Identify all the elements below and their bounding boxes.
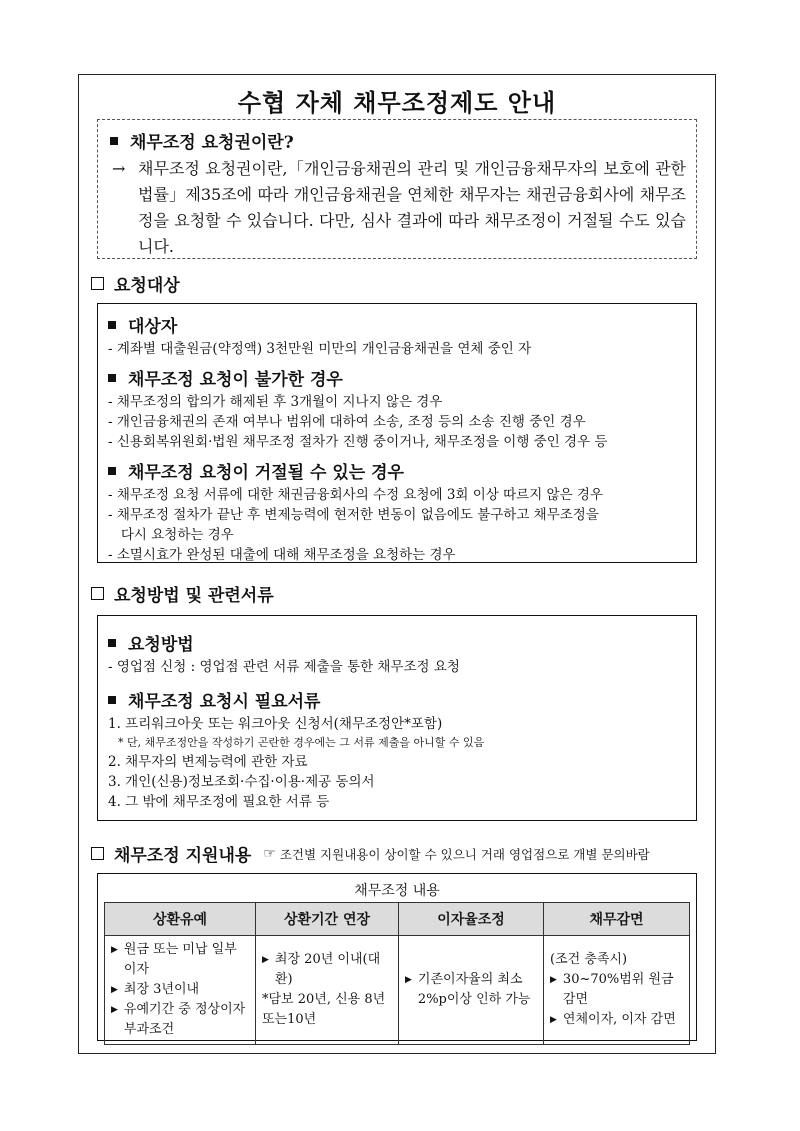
target-box bbox=[97, 303, 697, 563]
support-table bbox=[104, 902, 690, 1045]
doc-item: 1. 프리워크아웃 또는 워크아웃 신청서(채무조정안*포함) bbox=[108, 716, 443, 732]
method-title: 요청방법 bbox=[128, 635, 194, 655]
intro-heading bbox=[110, 128, 294, 153]
cell-text: *담보 20년, 신용 8년 또는10년 bbox=[262, 992, 386, 1027]
doc-item: 4. 그 밖에 채무조정에 필요한 서류 등 bbox=[108, 794, 330, 810]
checkbox-icon bbox=[91, 587, 104, 600]
table-cell bbox=[544, 936, 690, 1045]
checkbox-icon bbox=[91, 277, 104, 290]
docs-heading bbox=[108, 687, 686, 712]
triangle-bullet-icon: ▶ bbox=[111, 1005, 118, 1015]
cell-text: 유예기간 중 정상이자 부과조건 bbox=[123, 1002, 246, 1037]
arrow-icon: → bbox=[112, 159, 126, 178]
intro-text: 채무조정 요청권이란,「개인금융채권의 관리 및 개인금융채무자의 보호에 관한 법률」제35조에 따라 개인금융채권을 연체한 채무자는 채권금융회사에 채무조정을 요청할 수 있습니다. 다만, 심사 결과에 따라 채무조정이 거절될 수도 있습니다. bbox=[138, 159, 686, 256]
hand-pointer-icon: ☞ bbox=[263, 845, 276, 862]
table-cell bbox=[105, 936, 256, 1045]
cell-line bbox=[111, 980, 249, 1000]
cell-line bbox=[550, 970, 683, 1010]
square-bullet-icon bbox=[108, 374, 116, 382]
list-item: - 개인금융채권의 존재 여부나 범위에 대하여 소송, 조정 등의 소송 진행 중인 경우 bbox=[108, 414, 586, 430]
list-item: - 소멸시효가 완성된 대출에 대해 채무조정을 요청하는 경우 bbox=[108, 547, 456, 563]
doc-item: 2. 채무자의 변제능력에 관한 자료 bbox=[108, 754, 308, 770]
doc-note: * 단, 채무조정안을 작성하기 곤란한 경우에는 그 서류 제출을 아니할 수 있음 bbox=[118, 736, 485, 749]
triangle-bullet-icon: ▶ bbox=[262, 955, 269, 965]
square-bullet-icon bbox=[108, 696, 116, 704]
cell-text: 최장 20년 이내(대환) bbox=[274, 952, 381, 987]
list-item: - 채무조정 절차가 끝난 후 변제능력에 현저한 변동이 없음에도 불구하고 채무조정을 bbox=[108, 507, 599, 523]
section-support-title: 채무조정 지원내용 bbox=[114, 846, 252, 866]
cell-text: 30~70%범위 원금 감면 bbox=[562, 972, 674, 1007]
intro-box bbox=[97, 119, 697, 259]
group-heading bbox=[108, 365, 686, 390]
table-cell bbox=[256, 936, 399, 1045]
section-method-title: 요청방법 및 관련서류 bbox=[114, 586, 274, 606]
checkbox-icon bbox=[91, 847, 104, 860]
triangle-bullet-icon: ▶ bbox=[111, 945, 118, 955]
section-support-heading bbox=[91, 841, 650, 866]
cell-line bbox=[550, 1010, 683, 1030]
column-header: 상환기간 연장 bbox=[256, 903, 399, 936]
square-bullet-icon bbox=[108, 321, 116, 329]
cell-line bbox=[262, 950, 392, 990]
table-row bbox=[105, 936, 690, 1045]
support-table-box bbox=[97, 873, 697, 1041]
triangle-bullet-icon: ▶ bbox=[550, 975, 557, 985]
group-title: 채무조정 요청이 불가한 경우 bbox=[128, 370, 343, 390]
intro-body bbox=[112, 156, 686, 260]
method-box bbox=[97, 615, 697, 821]
group-title: 대상자 bbox=[128, 317, 178, 337]
intro-heading-text: 채무조정 요청권이란? bbox=[130, 133, 294, 153]
square-bullet-icon bbox=[110, 137, 118, 145]
notice-frame bbox=[78, 74, 716, 1054]
triangle-bullet-icon: ▶ bbox=[111, 985, 118, 995]
list-item: - 채무조정의 합의가 해제된 후 3개월이 지나지 않은 경우 bbox=[108, 394, 443, 410]
section-target-title: 요청대상 bbox=[114, 276, 180, 296]
table-cell bbox=[399, 936, 544, 1045]
triangle-bullet-icon: ▶ bbox=[550, 1015, 557, 1025]
cell-text: 최장 3년이내 bbox=[123, 982, 200, 997]
cell-line bbox=[405, 970, 537, 1010]
section-target-heading bbox=[91, 271, 180, 296]
column-header: 채무감면 bbox=[544, 903, 690, 936]
method-item: - 영업점 신청 : 영업점 관련 서류 제출을 통한 채무조정 요청 bbox=[108, 659, 460, 675]
square-bullet-icon bbox=[108, 467, 116, 475]
group-title: 채무조정 요청이 거절될 수 있는 경우 bbox=[128, 463, 404, 483]
cell-line bbox=[111, 940, 249, 980]
table-header-row bbox=[105, 903, 690, 936]
square-bullet-icon bbox=[108, 639, 116, 647]
column-header: 이자율조정 bbox=[399, 903, 544, 936]
list-item: - 채무조정 요청 서류에 대한 채권금융회사의 수정 요청에 3회 이상 따르지 않은 경우 bbox=[108, 487, 603, 503]
group-heading bbox=[108, 458, 686, 483]
method-heading bbox=[108, 630, 686, 655]
support-note: 조건별 지원내용이 상이할 수 있으니 거래 영업점으로 개별 문의바람 bbox=[279, 846, 650, 862]
group-heading bbox=[108, 312, 686, 337]
page-title: 수협 자체 채무조정제도 안내 bbox=[237, 88, 557, 117]
cell-text: 연체이자, 이자 감면 bbox=[562, 1012, 676, 1027]
docs-title: 채무조정 요청시 필요서류 bbox=[128, 692, 321, 712]
cell-text: 기존이자율의 최소 2%p이상 인하 가능 bbox=[417, 972, 531, 1007]
section-method-heading bbox=[91, 581, 274, 606]
column-header: 상환유예 bbox=[105, 903, 256, 936]
doc-item: 3. 개인(신용)정보조회·수집·이용·제공 동의서 bbox=[108, 774, 375, 790]
cell-line bbox=[111, 1000, 249, 1040]
list-item: - 신용회복위원회·법원 채무조정 절차가 진행 중이거나, 채무조정을 이행 중인 경우 등 bbox=[108, 434, 608, 450]
triangle-bullet-icon: ▶ bbox=[405, 975, 412, 985]
table-caption: 채무조정 내용 bbox=[354, 883, 440, 899]
cell-text: (조건 충족시) bbox=[550, 952, 628, 967]
list-item: - 계좌별 대출원금(약정액) 3천만원 미만의 개인금융채권을 연체 중인 자 bbox=[108, 341, 532, 357]
cell-text: 원금 또는 미납 일부이자 bbox=[123, 942, 237, 977]
list-item: 다시 요청하는 경우 bbox=[108, 527, 234, 543]
